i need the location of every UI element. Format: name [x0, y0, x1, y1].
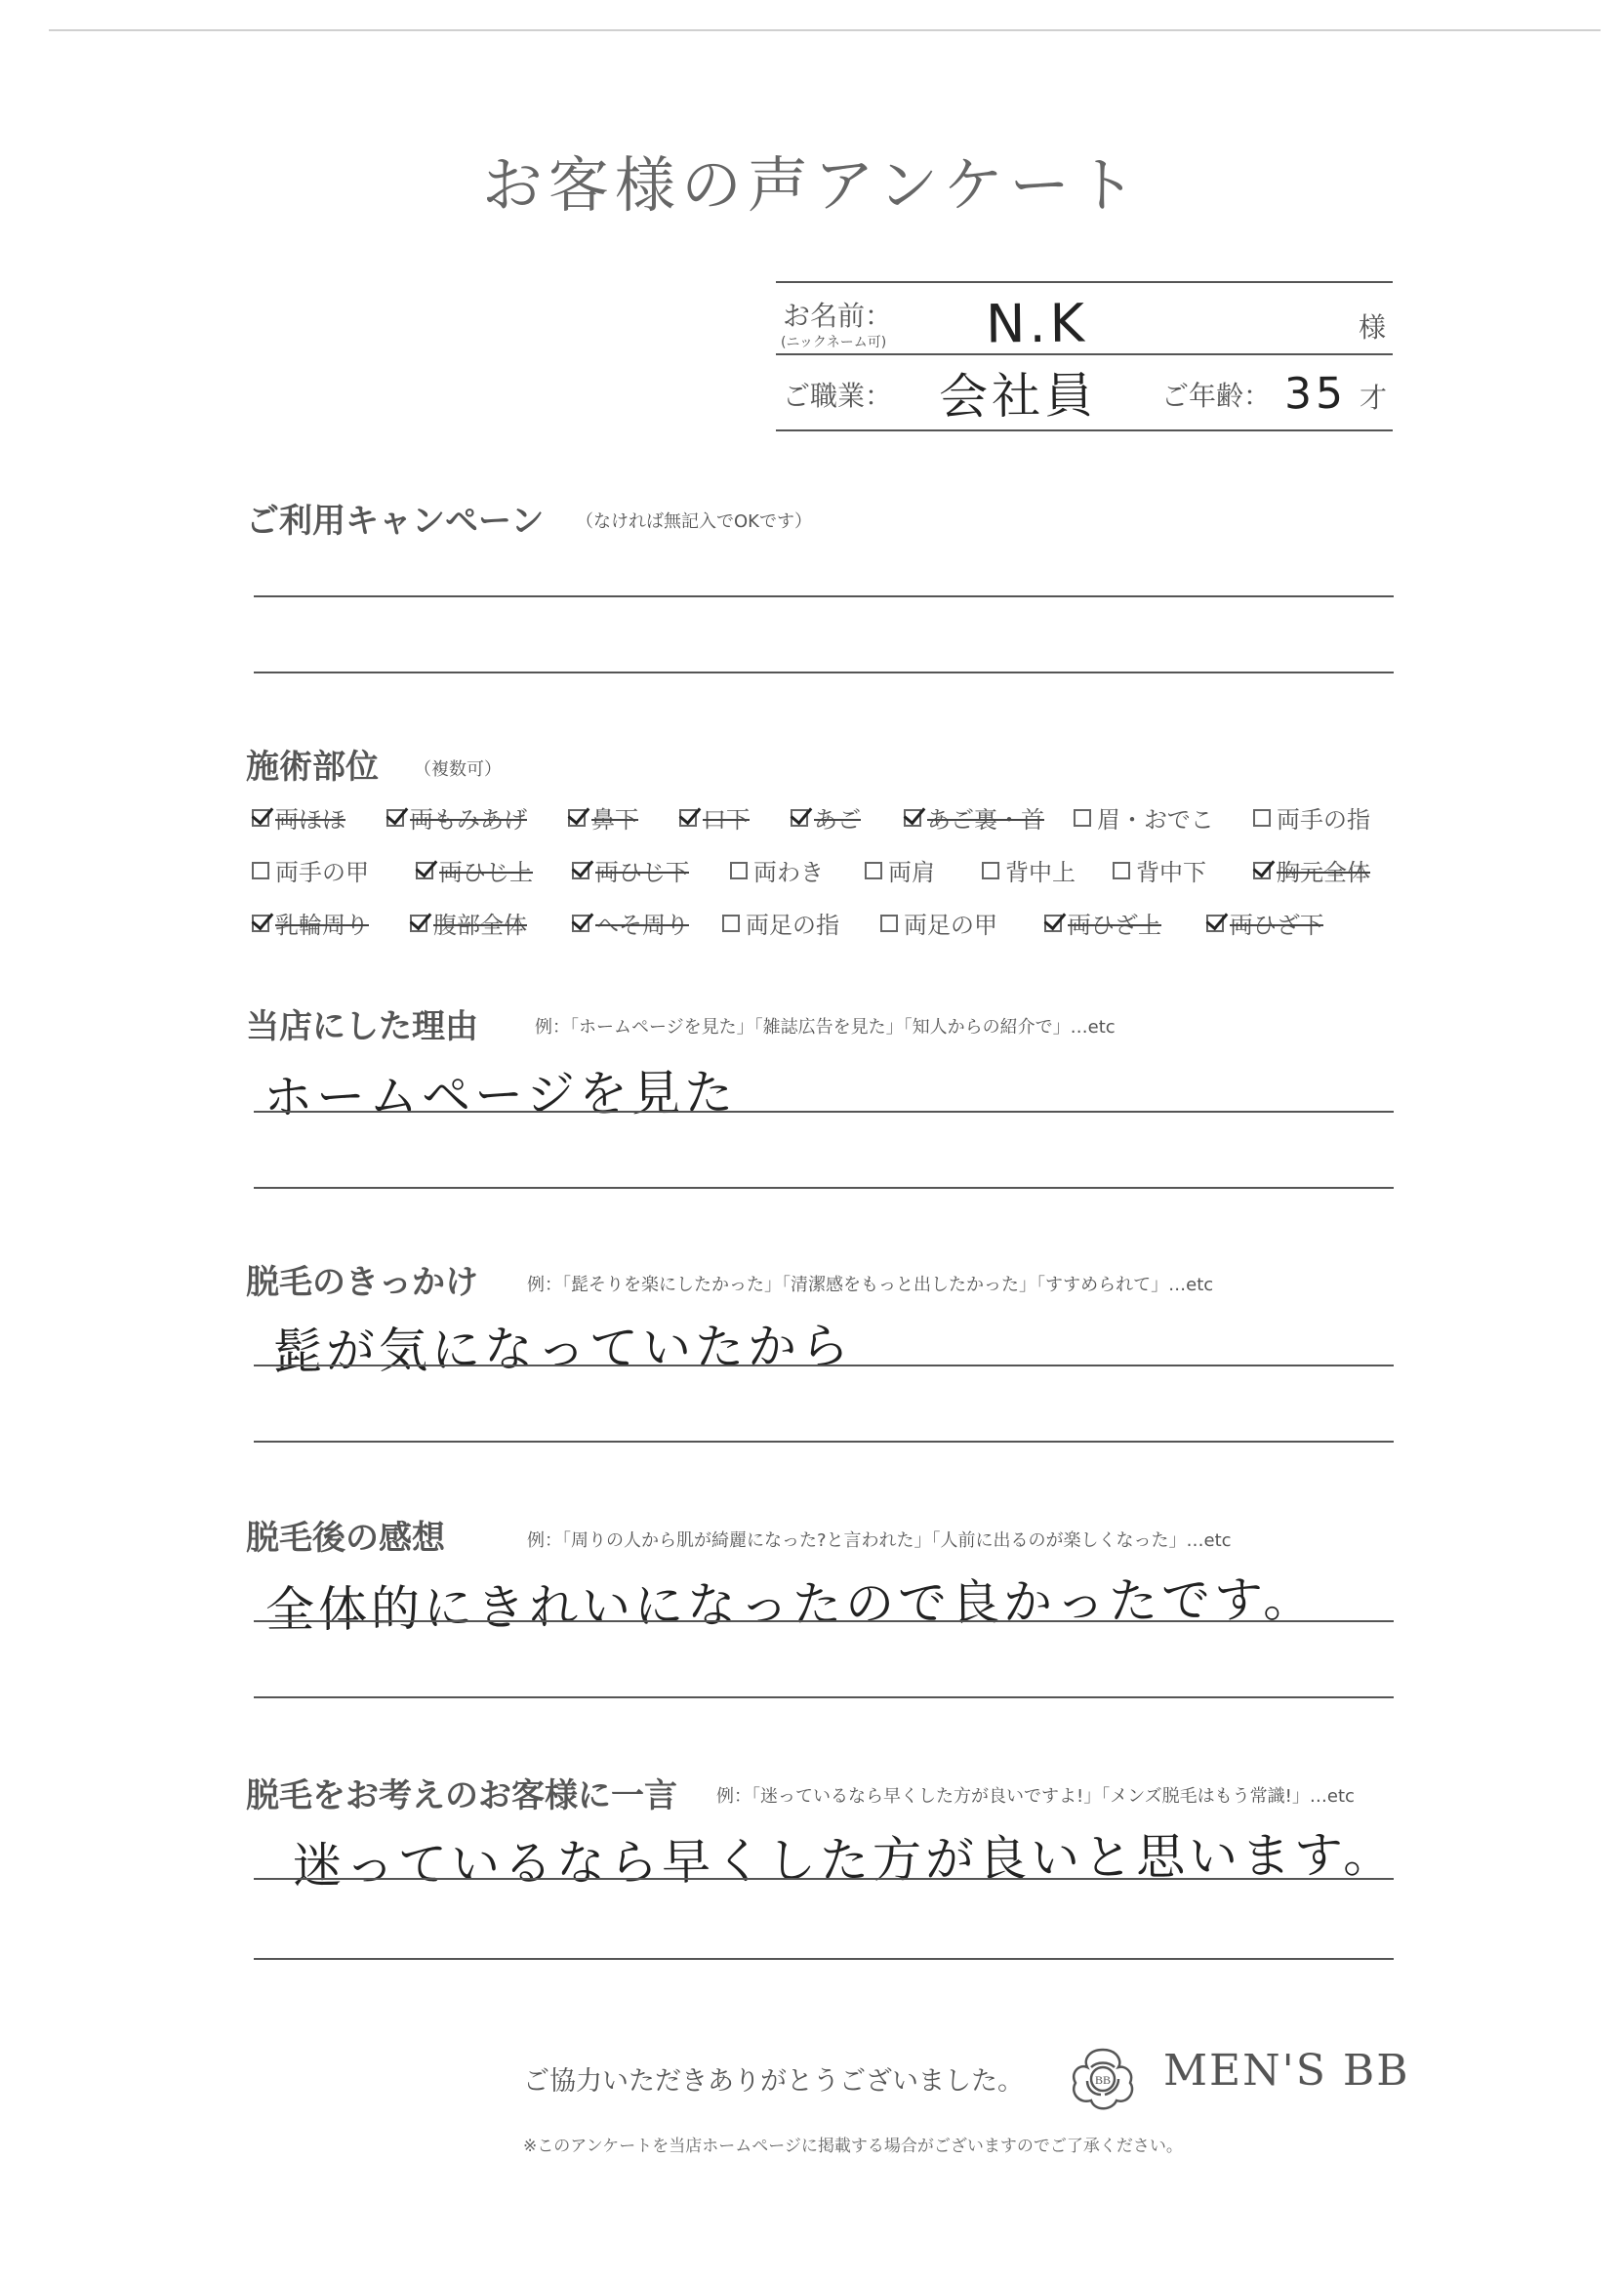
checked-box-icon[interactable] — [1206, 915, 1224, 932]
parts-note: （複数可） — [414, 759, 502, 780]
checked-box-icon[interactable] — [252, 809, 269, 827]
reason-answer: ホームページを見た — [263, 1064, 738, 1126]
age-unit: 才 — [1360, 382, 1388, 414]
checkbox-icon[interactable] — [722, 915, 740, 932]
checked-box-icon[interactable] — [679, 809, 697, 827]
checked-box-icon[interactable] — [386, 809, 404, 827]
message-example: 例：「迷っているなら早くした方が良いですよ!」「メンズ脱毛はもう常識!」…etc — [716, 1786, 1355, 1807]
campaign-line-2 — [254, 672, 1394, 673]
part-label: 腹部全体 — [433, 912, 527, 939]
part-label: 両肩 — [888, 859, 935, 886]
disclaimer-text: ※このアンケートを当店ホームページに掲載する場合がございますのでご了承ください。 — [523, 2137, 1183, 2156]
part-item[interactable] — [416, 853, 533, 887]
part-item[interactable] — [252, 800, 345, 835]
part-label: へそ周り — [595, 912, 689, 939]
part-item[interactable] — [1113, 853, 1206, 887]
checkbox-icon[interactable] — [1113, 862, 1130, 879]
part-label: 両ひじ上 — [439, 859, 533, 886]
reason-line-1 — [254, 1111, 1394, 1113]
page-title: お客様の声アンケート — [481, 149, 1143, 221]
impression-example: 例：「周りの人から肌が綺麗になった?と言われた」「人前に出るのが楽しくなった」…etc — [527, 1530, 1232, 1551]
job-value: 会社員 — [938, 367, 1098, 426]
name-sub-label: (ニックネーム可) — [781, 335, 887, 350]
part-label: 両手の指 — [1277, 806, 1370, 834]
part-item[interactable] — [568, 800, 638, 835]
checked-box-icon[interactable] — [1253, 862, 1271, 879]
age-label: ご年齢： — [1161, 380, 1272, 412]
checkbox-icon[interactable] — [865, 862, 882, 879]
thanks-text: ご協力いただきありがとうございました。 — [523, 2066, 1024, 2097]
checked-box-icon[interactable] — [410, 915, 427, 932]
parts-heading: 施術部位 — [246, 748, 379, 787]
part-item[interactable] — [252, 906, 369, 940]
brand-logo-text: MEN'S BB — [1163, 2046, 1410, 2096]
part-item[interactable] — [865, 853, 935, 887]
part-item[interactable] — [1253, 853, 1370, 887]
checked-box-icon[interactable] — [568, 809, 586, 827]
campaign-heading: ご利用キャンペーン — [246, 502, 545, 541]
checkbox-icon[interactable] — [880, 915, 898, 932]
part-item[interactable] — [904, 800, 1044, 835]
part-label: 背中上 — [1005, 859, 1076, 886]
part-item[interactable] — [982, 853, 1076, 887]
message-line-1 — [254, 1878, 1394, 1880]
checked-box-icon[interactable] — [791, 809, 808, 827]
part-label: 両もみあげ — [410, 806, 527, 834]
age-value: 35 — [1283, 368, 1348, 420]
part-item[interactable] — [410, 906, 527, 940]
impression-line-2 — [254, 1696, 1394, 1698]
checked-box-icon[interactable] — [416, 862, 433, 879]
part-label: 両わき — [753, 859, 824, 886]
svg-text:BB: BB — [1094, 2073, 1112, 2087]
name-label: お名前： — [783, 300, 893, 332]
part-label: 両足の甲 — [904, 912, 997, 939]
trigger-line-2 — [254, 1441, 1394, 1443]
checkbox-icon[interactable] — [1253, 809, 1271, 827]
part-label: 両ひじ下 — [595, 859, 689, 886]
part-item[interactable] — [572, 906, 689, 940]
part-item[interactable] — [1253, 800, 1370, 835]
part-item[interactable] — [791, 800, 861, 835]
name-value: N.K — [985, 292, 1089, 355]
info-bottom-rule — [776, 429, 1393, 431]
camellia-logo-icon — [1064, 2040, 1142, 2118]
trigger-line-1 — [254, 1365, 1394, 1366]
part-item[interactable] — [722, 906, 839, 940]
part-label: 口下 — [703, 806, 750, 834]
part-label: 両ひざ下 — [1230, 912, 1323, 939]
reason-heading: 当店にした理由 — [246, 1007, 478, 1046]
reason-example: 例：「ホームページを見た」「雑誌広告を見た」「知人からの紹介で」…etc — [535, 1017, 1116, 1038]
part-item[interactable] — [1206, 906, 1323, 940]
info-top-rule — [776, 281, 1393, 283]
trigger-heading: 脱毛のきっかけ — [246, 1263, 478, 1302]
checked-box-icon[interactable] — [1044, 915, 1062, 932]
job-label: ご職業： — [783, 380, 893, 412]
part-label: あご裏・首 — [927, 806, 1044, 834]
campaign-line-1 — [254, 595, 1394, 597]
checkbox-icon[interactable] — [730, 862, 748, 879]
impression-answer: 全体的にきれいになったので良かったです。 — [264, 1570, 1317, 1639]
message-answer: 迷っているなら早くした方が良いと思います。 — [292, 1826, 1397, 1895]
reason-line-2 — [254, 1187, 1394, 1189]
part-item[interactable] — [252, 853, 369, 887]
part-label: 乳輪周り — [275, 912, 369, 939]
part-item[interactable] — [730, 853, 824, 887]
checked-box-icon[interactable] — [572, 862, 589, 879]
impression-line-1 — [254, 1620, 1394, 1622]
part-label: 胸元全体 — [1277, 859, 1370, 886]
part-item[interactable] — [1044, 906, 1161, 940]
checked-box-icon[interactable] — [904, 809, 921, 827]
checked-box-icon[interactable] — [572, 915, 589, 932]
part-item[interactable] — [572, 853, 689, 887]
honorific: 様 — [1359, 311, 1387, 344]
part-label: 両ほほ — [275, 806, 345, 834]
message-line-2 — [254, 1958, 1394, 1960]
part-label: 背中下 — [1136, 859, 1206, 886]
checkbox-icon[interactable] — [1074, 809, 1091, 827]
info-mid-rule — [776, 353, 1393, 355]
trigger-answer: 髭が気になっていたから — [272, 1317, 854, 1381]
checkbox-icon[interactable] — [982, 862, 999, 879]
checked-box-icon[interactable] — [252, 915, 269, 932]
part-label: 両手の甲 — [275, 859, 369, 886]
top-rule — [49, 29, 1601, 31]
part-label: 鼻下 — [591, 806, 638, 834]
part-label: あご — [814, 806, 861, 834]
part-item[interactable] — [880, 906, 997, 940]
checkbox-icon[interactable] — [252, 862, 269, 879]
part-label: 両ひざ上 — [1068, 912, 1161, 939]
part-item[interactable] — [679, 800, 750, 835]
part-item[interactable] — [386, 800, 527, 835]
part-label: 両足の指 — [746, 912, 839, 939]
trigger-example: 例：「髭そりを楽にしたかった」「清潔感をもっと出したかった」「すすめられて」…etc — [527, 1275, 1214, 1295]
part-label: 眉・おでこ — [1097, 806, 1214, 834]
message-heading: 脱毛をお考えのお客様に一言 — [246, 1776, 677, 1815]
impression-heading: 脱毛後の感想 — [246, 1519, 445, 1558]
campaign-note: （なければ無記入でOKです） — [576, 511, 812, 532]
part-item[interactable] — [1074, 800, 1214, 835]
